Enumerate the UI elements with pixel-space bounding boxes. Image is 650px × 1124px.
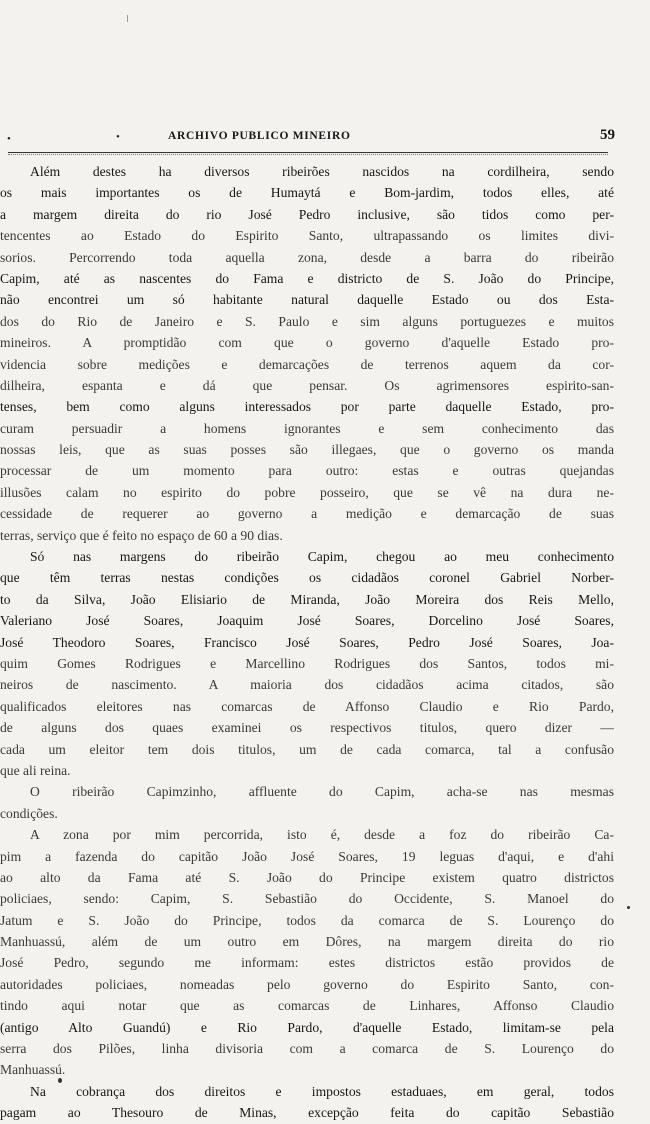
running-head: ARCHIVO PUBLICO MINEIRO (168, 130, 351, 142)
scan-speck (627, 906, 630, 909)
text-line: Na cobrança dos direitos e impostos estaduaes, em geral, todos (30, 1083, 614, 1099)
header-rule (8, 152, 608, 153)
text-line: ao alto da Fama até S. João do Principe existem quatro districtos (0, 869, 614, 885)
text-line: cessidade de requerer ao governo a medição e demarcação de suas (0, 506, 614, 522)
text-line: (antigo Alto Guandú) e Rio Pardo, d'aquelle Estado, limitam-se pela (0, 1019, 614, 1035)
text-line: Manhuassú, além de um outro em Dôres, na margem direita do rio (0, 934, 614, 950)
text-line: condições. (0, 805, 58, 821)
text-line: Valeriano José Soares, Joaquim José Soares, Dorcelino José Soares, (0, 613, 614, 629)
text-line: José Pedro, segundo me informam: estes districtos estão providos de (0, 955, 614, 971)
page-header (0, 126, 650, 150)
text-line: que ali reina. (0, 762, 71, 778)
text-line: José Theodoro Soares, Francisco José Soares, Pedro José Soares, Joa- (0, 634, 614, 650)
text-line: pagam ao Thesouro de Minas, excepção feita do capitão Sebastião (0, 1105, 614, 1121)
text-line: autoridades policiaes, nomeadas pelo governo do Espirito Santo, con- (0, 976, 614, 992)
text-line: os mais importantes os de Humaytá e Bom-jardim, todos elles, até (0, 185, 614, 201)
text-line: mineiros. A promptidão com que o governo d'aquelle Estado pro- (0, 335, 614, 351)
text-line: Capim, até as nascentes do Fama e districto de S. João do Principe, (0, 270, 614, 286)
scan-speck (58, 1078, 62, 1083)
text-line: videncia sobre medições e demarcações de terrenos aquem da cor- (0, 356, 614, 372)
text-line: neiros de nascimento. A maioria dos cidadãos acima citados, são (0, 677, 614, 693)
text-line: tencentes ao Estado do Espirito Santo, ultrapassando os limites divi- (0, 228, 614, 244)
text-line: de alguns dos quaes examinei os respectivos titulos, quero dizer — (0, 720, 614, 736)
text-line: curam persuadir a homens ignorantes e sem conhecimento das (0, 420, 614, 436)
text-line: dilheira, espanta e dá que pensar. Os agrimensores espirito-san- (0, 377, 614, 393)
text-line: não encontrei um só habitante natural daquelle Estado ou dos Esta- (0, 292, 614, 308)
text-line: Manhuassú. (0, 1062, 66, 1078)
text-line: terras, serviço que é feito no espaço de 60 a 90 dias. (0, 527, 283, 543)
header-rule-dotted (8, 154, 608, 155)
scan-speck (127, 15, 128, 22)
text-line: quim Gomes Rodrigues e Marcellino Rodrigues dos Santos, todos mi- (0, 655, 614, 671)
text-line: pim a fazenda do capitão João José Soares, 19 leguas d'aqui, e d'ahi (0, 848, 614, 864)
text-line: dos do Rio de Janeiro e S. Paulo e sim alguns portuguezes e muitos (0, 313, 614, 329)
text-line: policiaes, sendo: Capim, S. Sebastião do Occidente, S. Manoel do (0, 891, 614, 907)
text-line: sorios. Percorrendo toda aquella zona, desde a barra do ribeirão (0, 249, 614, 265)
text-line: illusões calam no espirito do pobre posseiro, que se vê na dura ne- (0, 484, 614, 500)
body-text (0, 161, 614, 1124)
text-line: tenses, bem como alguns interessados por parte daquelle Estado, pro- (0, 399, 614, 415)
text-line: Jatum e S. João do Principe, todos da comarca de S. Lourenço do (0, 912, 614, 928)
text-line: A zona por mim percorrida, isto é, desde a foz do ribeirão Ca- (30, 827, 614, 843)
ornament-mark: • (7, 133, 11, 145)
text-line: processar de um momento para outro: estas e outras quejandas (0, 463, 614, 479)
ornament-mark: • (116, 131, 120, 143)
text-line: nossas leis, que as suas posses são illegaes, que o governo os manda (0, 442, 614, 458)
text-line: O ribeirão Capimzinho, affluente do Capim, acha-se nas mesmas (30, 784, 614, 800)
text-line: tindo aqui notar que as comarcas de Linhares, Affonso Claudio (0, 998, 614, 1014)
text-line: que têm terras nestas condições os cidadãos coronel Gabriel Norber- (0, 570, 614, 586)
text-line: cada um eleitor tem dois titulos, um de cada comarca, tal a confusão (0, 741, 614, 757)
text-line: qualificados eleitores nas comarcas de Affonso Claudio e Rio Pardo, (0, 698, 614, 714)
text-line: serra dos Pilões, linha divisoria com a comarca de S. Lourenço do (0, 1041, 614, 1057)
text-line: to da Silva, João Elisiario de Miranda, João Moreira dos Reis Mello, (0, 591, 614, 607)
page-number: 59 (600, 127, 615, 143)
text-line: Só nas margens do ribeirão Capim, chegou ao meu conhecimento (30, 549, 614, 565)
text-line: Além destes ha diversos ribeirões nascidos na cordilheira, sendo (30, 164, 614, 179)
text-line: a margem direita do rio José Pedro inclusive, são tidos como per- (0, 206, 614, 222)
